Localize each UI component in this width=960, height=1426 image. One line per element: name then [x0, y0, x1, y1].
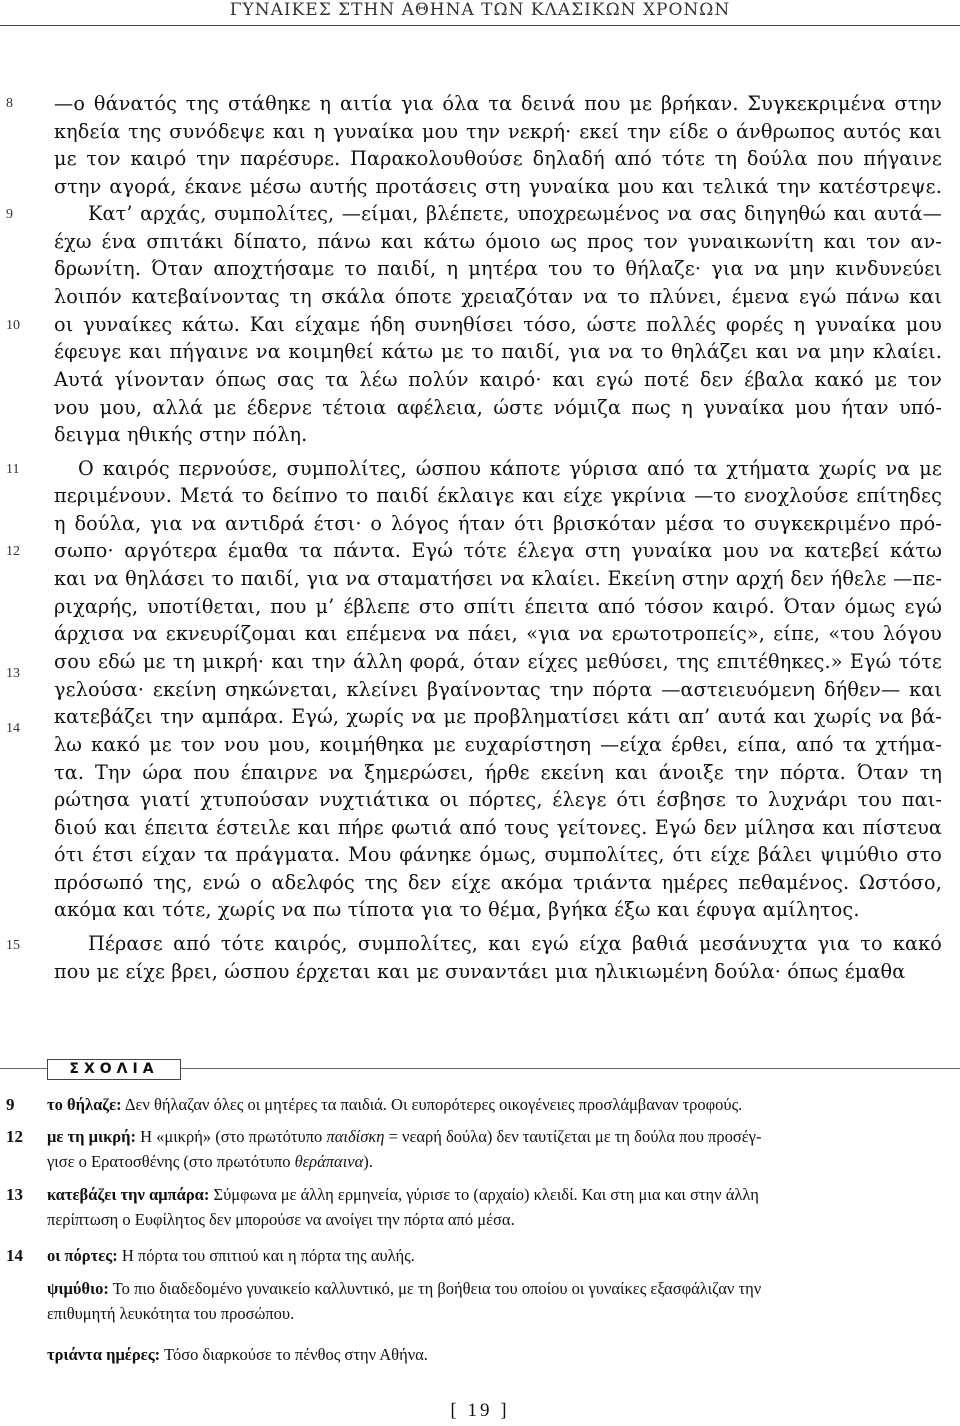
text-line: έχω ένα σπιτάκι δίπατο, πάνω και κάτω όμοιο ως προς τον γυναικωνίτη και τον αν- [54, 230, 942, 253]
text-line: περιμένουν. Μετά το δείπνο το παιδί έκλαιγε και είχε γκρίνια —το ενοχλούσε επίτηδες [54, 484, 942, 507]
section-number: 13 [6, 666, 20, 681]
section-number: 9 [6, 207, 13, 222]
note [47, 1244, 942, 1269]
scholia-heading: ΣΧΟΛΙΑ [47, 1059, 181, 1080]
text-line: έφευγε και πήγαινε να κοιμηθεί κάτω με το παιδί, για να το θηλάζει και να μην κλαίει. [54, 340, 942, 363]
running-header: ΓΥΝΑΙΚΕΣ ΣΤΗΝ ΑΘΗΝΑ ΤΩΝ ΚΛΑΣΙΚΩΝ ΧΡΟΝΩΝ [229, 0, 731, 20]
text-line: κατεβάζει την αμπάρα. Εγώ, χωρίς να με προβληματίσει κάτι απ’ αυτά και χωρίς να βά- [54, 705, 942, 728]
page-number: [ 19 ] [450, 1400, 510, 1421]
text-line: ότι έτσι είχαν τα πράγματα. Μου φάνηκε όμως, συμπολίτες, ότι είχε βάλει ψιμύθιο στο [54, 843, 942, 866]
note-term: οι πόρτες: [47, 1246, 118, 1265]
note-term: με τη μικρή: [47, 1127, 136, 1146]
text-line: σωπο· αργότερα έμαθα τα πάντα. Εγώ τότε έλεγα στη γυναίκα μου να κατεβεί κάτω [54, 539, 942, 562]
note-text: Τόσο διαρκούσε το πένθος στην Αθήνα. [160, 1345, 428, 1364]
text-line: οι γυναίκες κάτω. Και είχαμε ήδη συνηθίσει τόσο, ώστε πολλές φορές η γυναίκα μου [54, 313, 942, 336]
text-line: Ο καιρός περνούσε, συμπολίτες, ώσπου κάποτε γύρισα από τα χτήματα χωρίς να με [78, 457, 942, 480]
section-number: 12 [6, 544, 20, 559]
text-line: γελούσα· εκείνη σηκώνεται, κλείνει βγαίνοντας την πόρτα —αστειευόμενη δήθεν— και [54, 678, 942, 701]
note [47, 1183, 942, 1232]
text-line: πρόσωπό της, ενώ ο αδελφός της δεν είχε ακόμα τριάντα ημέρες πεθαμένος. Ωστόσο, [54, 871, 942, 894]
text-line: —ο θάνατός της στάθηκε η αιτία για όλα τα δεινά που με βρήκαν. Συγκεκριμένα στην [54, 92, 942, 115]
text-line: διού και έπειτα έστειλε και πήρε φωτιά από τους γείτονες. Εγώ δεν μίλησα και πίστευα [54, 816, 942, 839]
note-text: Δεν θήλαζαν όλες οι μητέρες τα παιδιά. Οι ευπορότερες οικογένειες προσλάμβαναν τροφούς. [121, 1095, 743, 1114]
text-line: στην αγορά, έκανε μέσω αυτής προτάσεις στη γυναίκα μου και τελικά την κατέστρεψε. [54, 175, 942, 198]
note-number: 9 [6, 1095, 15, 1114]
note-italic: παιδίσκη [326, 1127, 385, 1146]
note-text: Η πόρτα του σπιτιού και η πόρτα της αυλής. [117, 1246, 415, 1265]
note-term: τριάντα ημέρες: [47, 1345, 161, 1364]
section-number: 11 [6, 462, 20, 477]
text-line: η δούλα, για να αντιδρά έτσι· ο λόγος ήταν ότι βρισκόταν μέσα το συγκεκριμένο πρό- [54, 512, 942, 535]
note-text: = νεαρή δούλα) δεν ταυτίζεται με τη δούλα που προσέγ- [384, 1127, 762, 1146]
note-text: Το πιο διαδεδομένο γυναικείο καλλυντικό, με τη βοήθεια του οποίου οι γυναίκες εξασφάλιζαν την [108, 1279, 762, 1298]
note [47, 1125, 942, 1174]
note-text: επιθυμητή λευκότητα του προσώπου. [47, 1303, 295, 1323]
text-line: άρχισα να εκνευρίζομαι και επέμενα να πάει, «για να ερωτοτροπείς», είπε, «του λόγου [54, 622, 942, 645]
text-line: ακόμα και τότε, χωρίς να πω τίποτα για το θέμα, βγήκα έξω και έφυγα αμίλητος. [54, 898, 860, 921]
text-line: Αυτά γίνονταν όπως σας τα λέω πολύν καιρό· και εγώ ποτέ δεν έβαλα κακό με τον [54, 368, 942, 391]
text-line: ριχαρής, υποτίθεται, που μ’ έβλεπε στο σπίτι έπειτα από τόσον καιρό. Όταν όμως εγώ [54, 595, 942, 618]
text-line: με τον καιρό την παρέσυρε. Παρακολουθούσε δηλαδή από τότε τη δούλα που πήγαινε [54, 147, 942, 170]
text-line: λω κακό με τον νου μου, κοιμήθηκα με ευχαρίστηση —είχα έρθει, είπα, από τα χτήμα- [54, 733, 942, 756]
note-term: το θήλαζε: [47, 1095, 122, 1114]
note [47, 1277, 942, 1326]
text-line: και να θηλάσει το παιδί, για να σταματήσει να κλαίει. Εκείνη στην αρχή δεν ήθελε —πε- [54, 567, 942, 590]
section-number: 10 [6, 318, 20, 333]
note-text: γισε ο Ερατοσθένης (στο πρωτότυπο [47, 1151, 295, 1171]
note-number: 13 [6, 1185, 23, 1204]
note-term: κατεβάζει την αμπάρα: [47, 1185, 210, 1204]
note-number: 12 [6, 1127, 23, 1146]
text-line: Πέρασε από τότε καιρός, συμπολίτες, και εγώ είχα βαθιά μεσάνυχτα για το κακό [88, 932, 942, 955]
text-line: τα. Την ώρα που έπαιρνε να ξημερώσει, ήρθε εκείνη και άνοιξε την πόρτα. Όταν τη [54, 761, 942, 784]
section-number: 8 [6, 96, 13, 111]
section-number: 15 [6, 938, 20, 953]
note-italic: θεράπαινα [294, 1151, 364, 1171]
text-line: δρωνίτη. Όταν αποχτήσαμε το παιδί, η μητέρα του το θήλαζε· για να μην κινδυνεύει [54, 257, 942, 280]
section-number: 14 [6, 721, 20, 736]
text-line: που με είχε βρει, ώσπου έρχεται και με συναντάει μια ηλικιωμένη δούλα· όπως έμαθα [54, 960, 906, 983]
text-line: ρώτησα γιατί χτυπούσαν νυχτιάτικα οι πόρτες, έλεγε ότι έσβησε το λυχνάρι του παι- [54, 788, 942, 811]
note-text: Σύμφωνα με άλλη ερμηνεία, γύρισε το (αρχαίο) κλειδί. Και στη μια και στην άλλη [209, 1185, 759, 1204]
note-number: 14 [6, 1246, 23, 1265]
note [47, 1093, 942, 1118]
note-text: περίπτωση ο Ευφίλητος δεν μπορούσε να ανοίγει την πόρτα από μέσα. [47, 1209, 515, 1229]
text-line: Κατ’ αρχάς, συμπολίτες, —είμαι, βλέπετε, υποχρεωμένος να σας διηγηθώ και αυτά— [88, 202, 942, 225]
text-line: λοιπόν κατεβαίνοντας τη σκάλα όποτε χρειαζόταν να το πλύνει, έμενα εγώ πάνω και [54, 285, 942, 308]
note-text: ). [363, 1151, 373, 1171]
note [47, 1343, 942, 1368]
text-line: δειγμα ηθικής στην πόλη. [54, 423, 308, 446]
text-line: σου εδώ με τη μικρή· και την άλλη φορά, όταν είχες μεθύσει, της επιτέθηκες.» Εγώ τότε [54, 650, 942, 673]
header-rule [0, 25, 960, 26]
text-line: νου μου, αλλά με έδερνε τέτοια αφέλεια, ώστε νόμιζα πως η γυναίκα μου ήταν υπό- [54, 396, 942, 419]
note-term: ψιμύθιο: [47, 1279, 109, 1298]
note-text: Η «μικρή» (στο πρωτότυπο [135, 1127, 327, 1146]
text-line: κηδεία της συνόδεψε και η γυναίκα μου την νεκρή· εκεί την είδε ο άνθρωπος αυτός και [54, 120, 942, 143]
